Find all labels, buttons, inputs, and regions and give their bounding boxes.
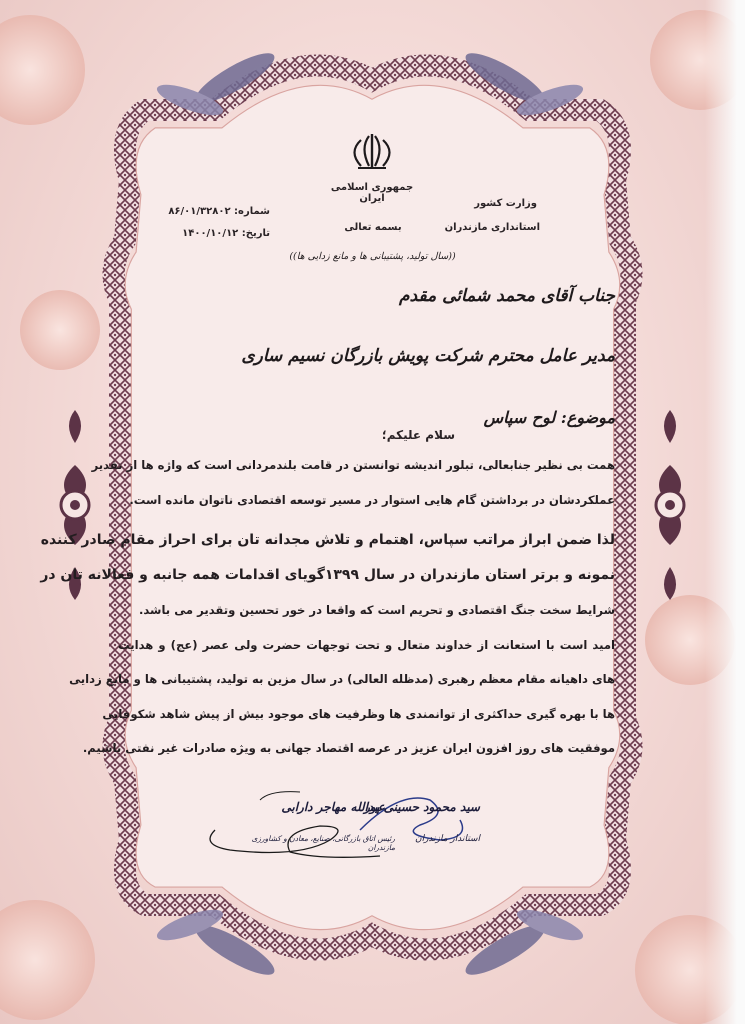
body-line-3: لذا ضمن ابراز مراتب سپاس، اهتمام و تلاش مجدانه تان برای احراز مقام صادر کننده <box>40 532 615 548</box>
signer-left-name: عبدالله مهاجر دارابی <box>281 800 385 814</box>
body-line-7: های داهیانه مقام معظم رهبری (مدظله العالی) در سال مزین به تولید، پشتیبانی ها و مانع زدایی <box>69 672 615 686</box>
letter-date <box>160 228 270 239</box>
signer-right-name: سید محمود حسینی پور <box>364 800 480 814</box>
body-line-9: موفقیت های روز افزون ایران عزیز در عرصه اقتصاد جهانی به ویژه صادرات غیر نفتی باشیم. <box>82 741 615 755</box>
body-line-6: امید است با استعانت از خداوند متعال و تحت توجهات حضرت ولی عصر (عج) و هدایت <box>118 638 615 652</box>
signer-right-title: استاندار مازندران <box>414 834 480 844</box>
year-motto: ((سال تولید، پشتیبانی ها و مانع زدایی ها)) <box>289 251 456 262</box>
subject-line: موضوع: لوح سپاس <box>483 408 615 427</box>
body-line-2: عملکردشان در برداشتن گام هایی استوار در مسیر توسعه اقتصادی ناتوان مانده است. <box>129 493 615 507</box>
recipient-title: مدیر عامل محترم شرکت پویش بازرگان نسیم ساری <box>241 346 615 366</box>
number-label: شماره: <box>234 206 270 217</box>
scan-edge <box>705 0 745 1024</box>
body-line-1: همت بی نظیر جنابعالی، تبلور اندیشه توانستن در قامت بلندمردانی است که واژه ها از تقدیر <box>91 458 615 472</box>
date-label: تاریخ: <box>241 228 270 239</box>
republic-label: جمهوری اسلامی ایران <box>330 182 414 204</box>
letter-number <box>160 206 270 217</box>
body-line-5: شرایط سخت جنگ اقتصادی و تحریم است که واقعا در خور تحسین وتقدیر می باشد. <box>138 603 615 617</box>
bismillah-label: بسمه تعالی <box>344 222 402 233</box>
recipient-name: جناب آقای محمد شمائی مقدم <box>399 286 615 306</box>
signer-left-title: رئیس اتاق بازرگانی، صنایع، معادن و کشاورزی مازندران <box>251 834 395 852</box>
body-line-8: ها با بهره گیری حداکثری از توانمندی ها وظرفیت های موجود بیش از پیش شاهد شکوفایی <box>102 707 615 721</box>
date-value: ۱۴۰۰/۱۰/۱۲ <box>182 228 239 239</box>
number-value: ۸۶/۰۱/۳۲۸۰۲ <box>168 206 231 217</box>
governorate-label: استانداری مازندران <box>444 222 540 233</box>
greeting: سلام علیکم؛ <box>381 428 455 442</box>
body-line-4: نمونه و برتر استان مازندران در سال ۱۳۹۹گویای اقدامات همه جانبه و فعالانه تان در <box>40 567 615 583</box>
ministry-label: وزارت کشور <box>474 198 537 209</box>
